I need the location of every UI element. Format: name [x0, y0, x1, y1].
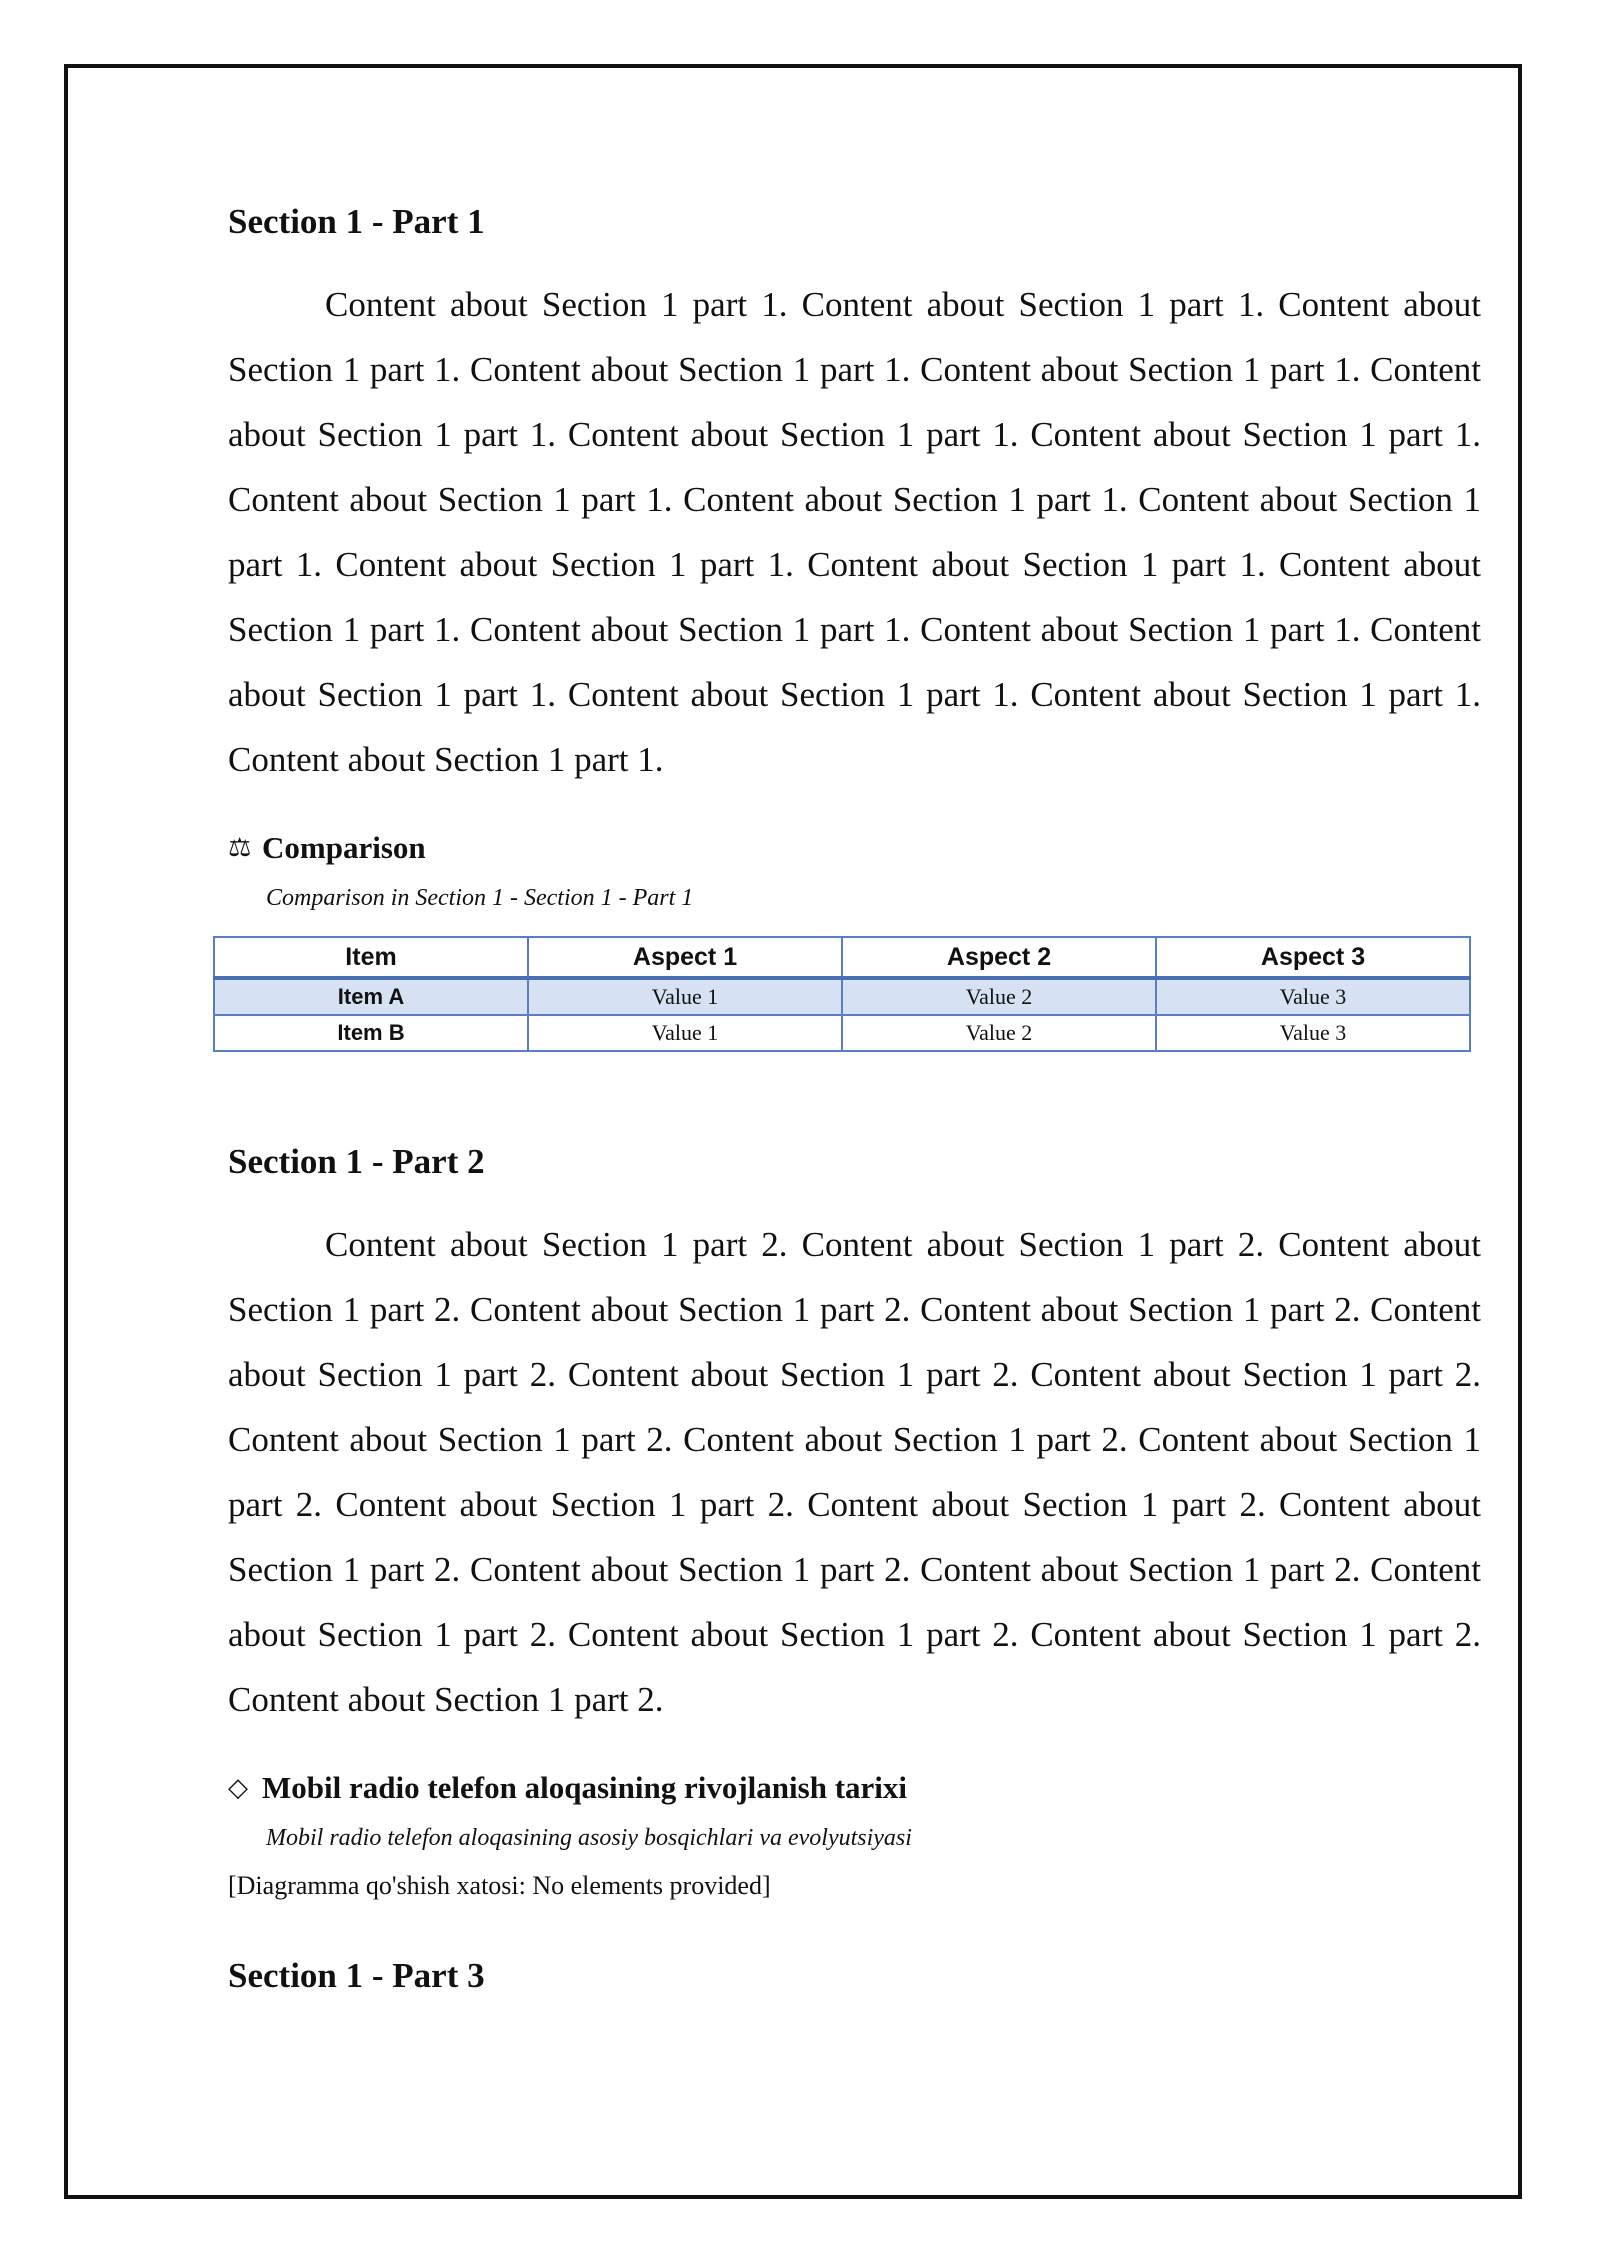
- section-paragraph: Content about Section 1 part 1. Content about Section 1 part 1. Content about Section 1 part 1. Content about Section 1 part 1. Content about Section 1 part 1. Content about Section 1 part 1. Content about Section 1 part 1. Content about Section 1 part 1. Content about Section 1 part 1. Content about Section 1 part 1. Content about Section 1 part 1. Content about Section 1 part 1. Content about Section 1 part 1. Content about Section 1 part 1. Content about Section 1 part 1. Content about Section 1 part 1. Content about Section 1 part 1. Content about Section 1 part 1. Content about Section 1 part 1. Content about Section 1 part 1.: [228, 285, 1481, 779]
- document-content: [228, 200, 1481, 1998]
- table-cell: Value 3: [1156, 978, 1470, 1015]
- section-heading: Section 1 - Part 3: [228, 1956, 485, 1995]
- tag-icon: ◇: [228, 1773, 248, 1803]
- column-header: Item: [214, 937, 528, 978]
- section-heading: Section 1 - Part 1: [228, 202, 485, 241]
- table-cell: Value 2: [842, 1015, 1156, 1051]
- column-header: Aspect 2: [842, 937, 1156, 978]
- column-header: Aspect 3: [1156, 937, 1470, 978]
- table-row: [214, 978, 1470, 1015]
- table-cell: Value 1: [528, 978, 842, 1015]
- table-header-row: [214, 937, 1470, 978]
- diagram-heading: [228, 1768, 1481, 1808]
- comparison-heading-text: Comparison: [262, 830, 426, 865]
- section-paragraph: Content about Section 1 part 2. Content about Section 1 part 2. Content about Section 1 part 2. Content about Section 1 part 2. Content about Section 1 part 2. Content about Section 1 part 2. Content about Section 1 part 2. Content about Section 1 part 2. Content about Section 1 part 2. Content about Section 1 part 2. Content about Section 1 part 2. Content about Section 1 part 2. Content about Section 1 part 2. Content about Section 1 part 2. Content about Section 1 part 2. Content about Section 1 part 2. Content about Section 1 part 2. Content about Section 1 part 2. Content about Section 1 part 2. Content about Section 1 part 2.: [228, 1225, 1481, 1719]
- row-header-cell: Item A: [214, 978, 528, 1015]
- comparison-table: [213, 936, 1471, 1052]
- diagram-error-message: [Diagramma qo'shish xatosi: No elements provided]: [228, 1871, 771, 1900]
- comparison-heading: [228, 828, 1481, 868]
- table-cell: Value 2: [842, 978, 1156, 1015]
- diagram-caption: Mobil radio telefon aloqasining asosiy bosqichlari va evolyutsiyasi: [266, 1825, 912, 1851]
- table-cell: Value 1: [528, 1015, 842, 1051]
- comparison-block: [228, 828, 1481, 1052]
- diagram-heading-text: Mobil radio telefon aloqasining rivojlanish tarixi: [262, 1770, 908, 1805]
- column-header: Aspect 1: [528, 937, 842, 978]
- table-cell: Value 3: [1156, 1015, 1470, 1051]
- section-heading: Section 1 - Part 2: [228, 1142, 485, 1181]
- diagram-block: [228, 1768, 1481, 1904]
- table-row: [214, 1015, 1470, 1051]
- row-header-cell: Item B: [214, 1015, 528, 1051]
- comparison-caption: Comparison in Section 1 - Section 1 - Part 1: [266, 885, 694, 911]
- balance-scale-icon: ⚖: [228, 833, 252, 863]
